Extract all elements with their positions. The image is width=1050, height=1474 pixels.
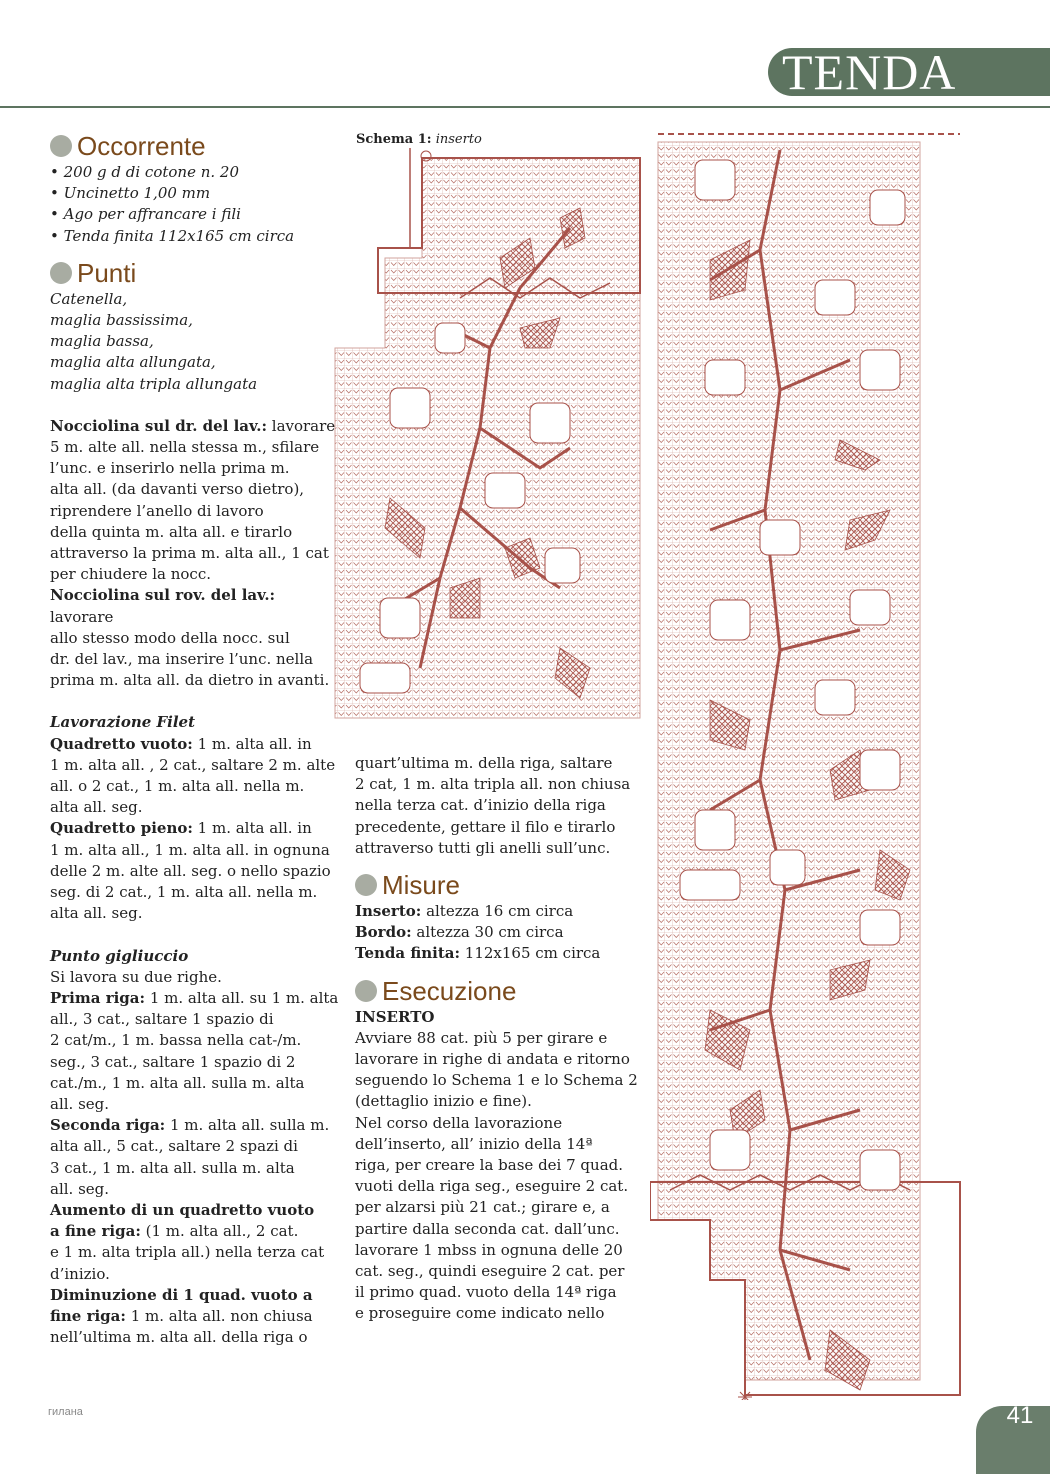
text-line: 5 m. alte all. nella stessa m., sfilare <box>50 438 320 457</box>
punti-item: maglia alta tripla allungata <box>50 374 258 393</box>
text-line: (dettaglio inizio e fine). <box>355 1092 532 1111</box>
esecuzione-paragraph <box>355 1028 645 1325</box>
filet-title: Lavorazione Filet <box>50 713 196 732</box>
occorrente-list <box>50 162 340 247</box>
text-line: Nocciolina sul dr. del lav.: lavorare <box>50 416 336 435</box>
text-line: vuoti della riga seg., eseguire 2 cat. <box>355 1177 629 1196</box>
schema-1-chart <box>330 148 645 720</box>
text-line: alta all. seg. <box>50 798 143 817</box>
text-line: seg., 3 cat., saltare 1 spazio di 2 <box>50 1052 296 1071</box>
text-line-label: Quadretto pieno: <box>50 819 193 838</box>
inserto-title: INSERTO <box>355 1007 435 1026</box>
text-line: e 1 m. alta tripla all.) nella terza cat <box>50 1243 325 1262</box>
text-line: attraverso la prima m. alta all., 1 cat <box>50 544 329 563</box>
text-line: Prima riga: 1 m. alta all. su 1 m. alta <box>50 988 339 1007</box>
continuation-paragraph <box>355 753 645 859</box>
diminuzione-paragraph <box>50 1306 340 1348</box>
aumento-paragraph <box>50 1221 340 1285</box>
text-line: all., 3 cat., saltare 1 spazio di <box>50 1010 274 1029</box>
text-line: fine riga: 1 m. alta all. non chiusa <box>50 1306 313 1325</box>
text-line: precedente, gettare il filo e tirarlo <box>355 817 616 836</box>
misure-tenda: Tenda finita: 112x165 cm circa <box>355 944 601 963</box>
occorrente-item: • 200 g d di cotone n. 20 <box>50 163 240 181</box>
text-line: Avviare 88 cat. più 5 per girare e <box>355 1028 608 1047</box>
text-line: Nocciolina sul rov. del lav.: lavorare <box>50 586 276 626</box>
text-line: riga, per creare la base dei 7 quad. <box>355 1156 624 1175</box>
text-line: allo stesso modo della nocc. sul <box>50 628 290 647</box>
text-line: lavorare 1 mbss in ognuna delle 20 <box>355 1240 623 1259</box>
qp-paragraph <box>50 818 340 924</box>
middle-column <box>355 753 645 1325</box>
text-line: Quadretto vuoto: 1 m. alta all. in <box>50 734 312 753</box>
text-line: cat./m., 1 m. alta all. sulla m. alta <box>50 1073 305 1092</box>
text-line: partire dalla seconda cat. dall’unc. <box>355 1219 620 1238</box>
text-line: l’unc. e inserirlo nella prima m. <box>50 459 290 478</box>
text-line: cat. seg., quindi eseguire 2 cat. per <box>355 1262 625 1281</box>
text-line-label: a fine riga: <box>50 1222 141 1241</box>
misure-inserto: Inserto: altezza 16 cm circa <box>355 902 574 921</box>
text-line-label: Quadretto vuoto: <box>50 734 193 753</box>
text-line: attraverso tutti gli anelli sull’unc. <box>355 838 611 857</box>
text-line: 3 cat., 1 m. alta all. sulla m. alta <box>50 1158 295 1177</box>
text-line-label: fine riga: <box>50 1306 126 1325</box>
page-number: 41 <box>1006 1402 1034 1429</box>
schema-caption: Schema 1: inserto <box>356 132 482 147</box>
text-line: a fine riga: (1 m. alta all., 2 cat. <box>50 1222 299 1241</box>
punti-item: maglia bassa, <box>50 332 154 351</box>
text-line: seg. di 2 cat., 1 m. alta all. nella m. <box>50 883 318 902</box>
text-line: quart’ultima m. della riga, saltare <box>355 754 613 772</box>
page-title: TENDA <box>782 44 957 100</box>
bullet-dot-icon <box>50 262 72 284</box>
occorrente-item: • Tenda finita 112x165 cm circa <box>50 226 295 245</box>
text-line: dr. del lav., ma inserire l’unc. nella <box>50 650 314 669</box>
text-line: delle 2 m. alte all. seg. o nello spazio <box>50 861 331 880</box>
bullet-dot-icon <box>355 874 377 896</box>
occorrente-heading: Occorrente <box>50 130 340 162</box>
text-line: alta all. (da davanti verso dietro), <box>50 480 305 499</box>
text-line: della quinta m. alta all. e tirarlo <box>50 522 293 541</box>
punti-list <box>50 289 340 395</box>
bullet-dot-icon <box>50 135 72 157</box>
text-line: d’inizio. <box>50 1264 110 1283</box>
text-line: all. seg. <box>50 1179 110 1198</box>
aum-label-1: Aumento di un quadretto vuoto <box>50 1200 315 1219</box>
text-line-label: Nocciolina sul dr. del lav.: <box>50 416 267 435</box>
misure-heading: Misure <box>355 869 645 901</box>
dim-label-1: Diminuzione di 1 quad. vuoto a <box>50 1285 313 1304</box>
text-line-label: Nocciolina sul rov. del lav.: <box>50 586 276 605</box>
qv-paragraph <box>50 734 340 819</box>
text-line: all. o 2 cat., 1 m. alta all. nella m. <box>50 777 305 796</box>
footer-watermark: гилана <box>48 1406 83 1418</box>
text-line: per chiudere la nocc. <box>50 565 212 584</box>
text-line: lavorare in righe di andata e ritorno <box>355 1050 630 1069</box>
punti-item: maglia bassissima, <box>50 311 193 330</box>
giglio-intro: Si lavora su due righe. <box>50 967 222 986</box>
text-line: Nel corso della lavorazione <box>355 1113 563 1132</box>
left-column <box>50 130 340 1348</box>
header-rule <box>0 106 1050 108</box>
text-line: nella terza cat. d’inizio della riga <box>355 796 606 815</box>
text-line-label: Prima riga: <box>50 988 146 1007</box>
text-line: Quadretto pieno: 1 m. alta all. in <box>50 819 312 838</box>
text-line: all. seg. <box>50 1094 110 1113</box>
occorrente-item: • Ago per affrancare i fili <box>50 205 241 224</box>
text-line: riprendere l’anello di lavoro <box>50 501 264 520</box>
text-line: nell’ultima m. alta all. della riga o <box>50 1328 308 1347</box>
text-line: 2 cat, 1 m. alta tripla all. non chiusa <box>355 775 631 794</box>
text-line: seguendo lo Schema 1 e lo Schema 2 <box>355 1071 638 1090</box>
occorrente-item: • Uncinetto 1,00 mm <box>50 184 211 203</box>
text-line: dell’inserto, all’ inizio della 14ª <box>355 1134 593 1153</box>
esecuzione-heading: Esecuzione <box>355 975 645 1007</box>
punti-item: maglia alta allungata, <box>50 353 216 372</box>
text-line: per alzarsi più 21 cat.; girare e, a <box>355 1198 610 1217</box>
bullet-dot-icon <box>355 980 377 1002</box>
nocc-dr-paragraph <box>50 416 340 586</box>
text-line: 1 m. alta all., 1 m. alta all. in ognuna <box>50 840 330 859</box>
text-line: 1 m. alta all. , 2 cat., saltare 2 m. alte <box>50 755 336 774</box>
text-line: e proseguire come indicato nello <box>355 1304 605 1323</box>
text-line: il primo quad. vuoto della 14ª riga <box>355 1283 617 1302</box>
punti-heading: Punti <box>50 257 340 289</box>
giglio-title: Punto gigliuccio <box>50 946 189 965</box>
nocc-rov-paragraph <box>50 585 340 691</box>
text-line: Seconda riga: 1 m. alta all. sulla m. <box>50 1116 330 1135</box>
schema-2-chart <box>650 130 965 1400</box>
seconda-riga-paragraph <box>50 1115 340 1200</box>
text-line: prima m. alta all. da dietro in avanti. <box>50 671 330 690</box>
prima-riga-paragraph <box>50 988 340 1115</box>
text-line: 2 cat/m., 1 m. bassa nella cat-/m. <box>50 1031 302 1050</box>
text-line: alta all. seg. <box>50 904 143 923</box>
misure-bordo: Bordo: altezza 30 cm circa <box>355 923 564 942</box>
text-line: alta all., 5 cat., saltare 2 spazi di <box>50 1137 298 1156</box>
punti-item: Catenella, <box>50 289 128 308</box>
text-line-label: Seconda riga: <box>50 1116 166 1135</box>
